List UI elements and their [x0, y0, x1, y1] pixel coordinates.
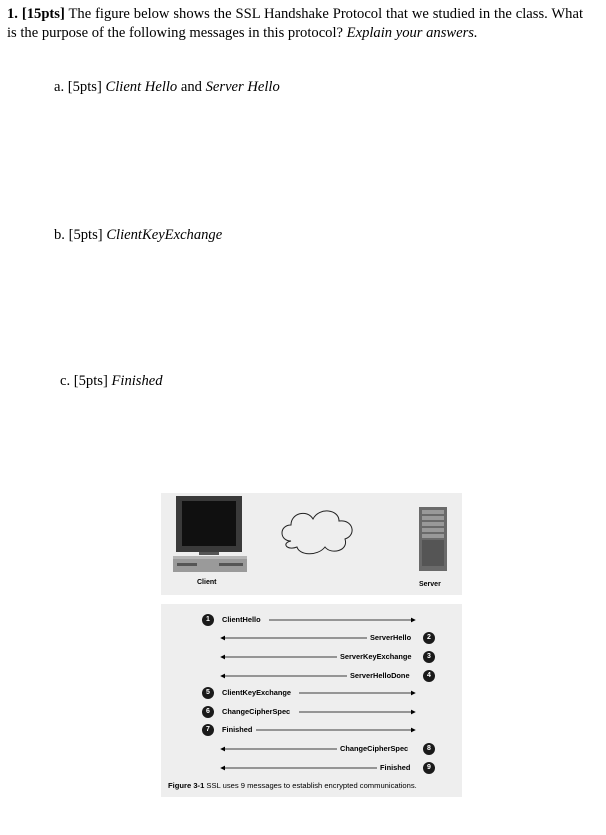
msg-6-number: 6: [202, 706, 214, 718]
part-b-label: b. [5pts]: [54, 227, 103, 243]
client-label: Client: [197, 579, 217, 586]
msg-8-number: 8: [423, 743, 435, 755]
msg-8-name: ChangeCipherSpec: [340, 744, 409, 753]
server-label: Server: [419, 581, 441, 588]
msg-5-number: 5: [202, 687, 214, 699]
part-a-label: a. [5pts]: [54, 79, 102, 95]
question-1: [7, 5, 583, 43]
msg-1-name: ClientHello: [222, 615, 261, 624]
part-a: [54, 78, 280, 97]
msg-4-name: ServerHelloDone: [350, 671, 410, 680]
msg-9-number: 9: [423, 762, 435, 774]
server-tower-icon: [419, 507, 447, 571]
part-c-label: c. [5pts]: [60, 373, 108, 389]
part-a-and: and: [180, 79, 202, 95]
part-b-client-key-exchange: ClientKeyExchange: [106, 227, 223, 243]
msg-3-number: 3: [423, 651, 435, 663]
msg-7-number: 7: [202, 724, 214, 736]
question-number: 1.: [7, 6, 18, 22]
question-instruction: Explain your answers.: [346, 25, 478, 41]
figure-caption-label: Figure 3-1: [168, 781, 205, 790]
part-a-client-hello: Client Hello: [105, 79, 178, 95]
part-b: [54, 226, 222, 245]
figure-network-panel: [161, 493, 462, 595]
message-arrows: [161, 604, 462, 797]
msg-6-name: ChangeCipherSpec: [222, 707, 291, 716]
msg-7-name: Finished: [222, 725, 253, 734]
figure-caption-text: SSL uses 9 messages to establish encrypted communications.: [206, 781, 417, 790]
msg-4-number: 4: [423, 670, 435, 682]
question-text: The figure below shows the SSL Handshake Protocol that we studied in the class. What is the purpose of the following messages in this protocol?: [7, 6, 584, 41]
figure-message-panel: [161, 604, 462, 797]
msg-2-name: ServerHello: [370, 633, 412, 642]
client-computer-icon: [173, 496, 247, 572]
network-cloud-icon: [282, 511, 352, 554]
msg-2-number: 2: [423, 632, 435, 644]
question-points: [15pts]: [21, 6, 65, 22]
part-c-finished: Finished: [111, 373, 163, 389]
part-a-server-hello: Server Hello: [205, 79, 280, 95]
part-c: [60, 372, 163, 391]
msg-3-name: ServerKeyExchange: [340, 652, 412, 661]
msg-1-number: 1: [202, 614, 214, 626]
msg-9-name: Finished: [380, 763, 411, 772]
msg-5-name: ClientKeyExchange: [222, 688, 292, 697]
figure-caption: [168, 781, 417, 790]
